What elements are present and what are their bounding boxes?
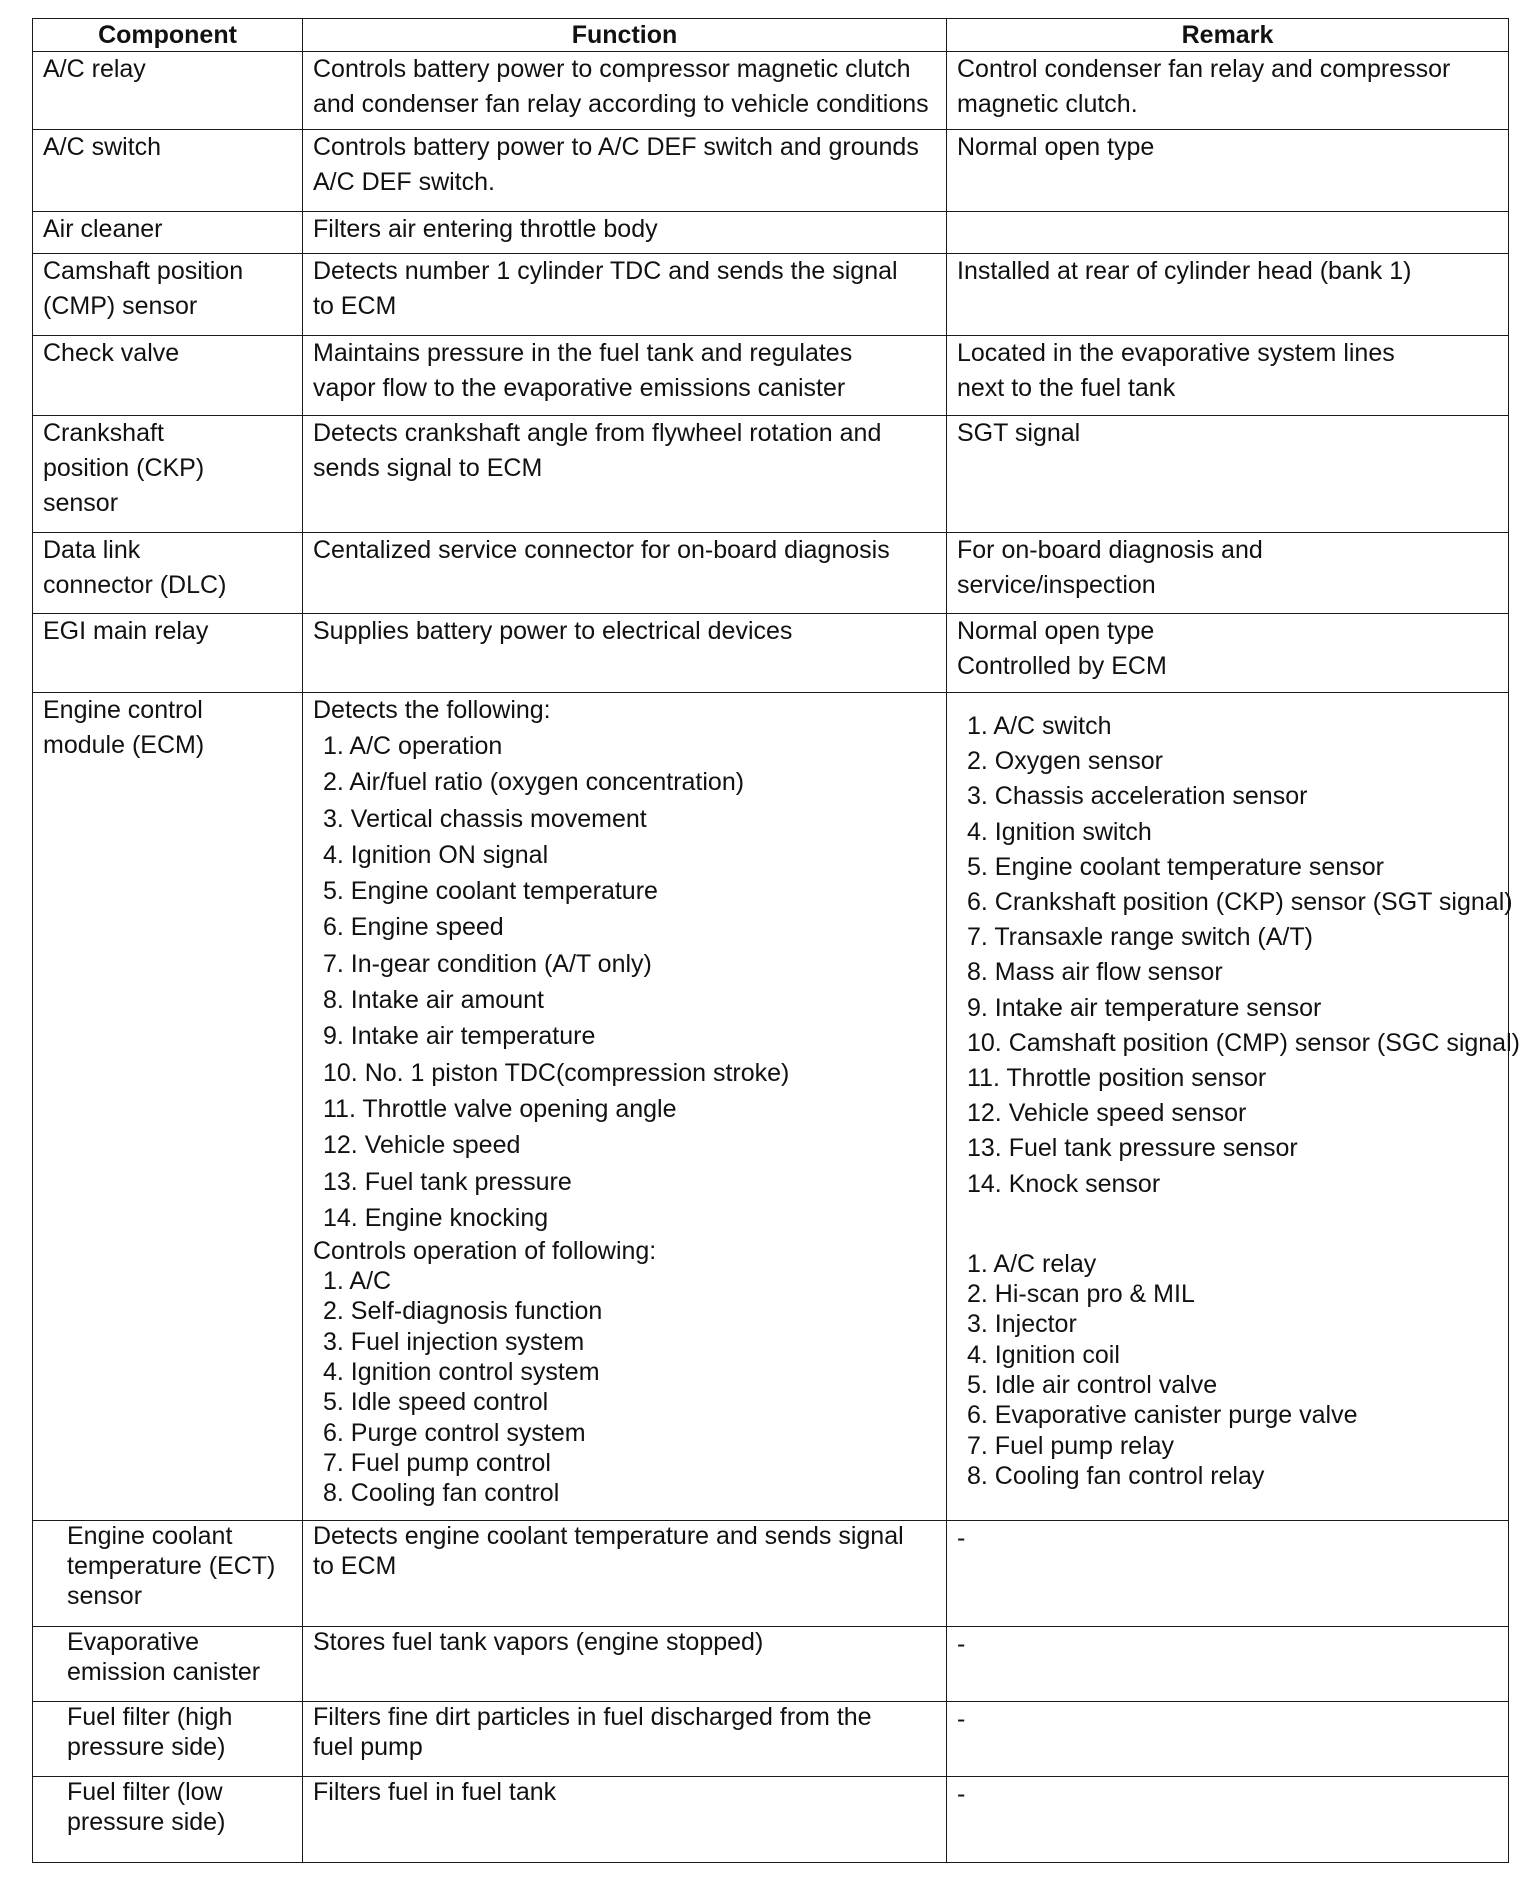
- list-item: 5. Idle speed control: [323, 1388, 549, 1417]
- list-item: 9. Intake air temperature: [323, 1022, 596, 1051]
- list-item: 12. Vehicle speed: [323, 1131, 521, 1160]
- function-cell: Maintains pressure in the fuel tank and regulates vapor flow to the evaporative emissions canister: [303, 336, 947, 416]
- list-item: 11. Throttle position sensor: [967, 1064, 1267, 1093]
- list-item: 7. In-gear condition (A/T only): [323, 949, 652, 978]
- list-item: 4. Ignition switch: [967, 817, 1152, 846]
- component-cell: Engine control module (ECM): [33, 693, 303, 1521]
- component-cell: Evaporative emission canister: [33, 1627, 303, 1702]
- list-item: 8. Intake air amount: [323, 986, 544, 1015]
- list-item: 3. Injector: [967, 1310, 1077, 1339]
- remark-cell: -: [947, 1777, 1509, 1863]
- list-item: 13. Fuel tank pressure: [323, 1167, 572, 1196]
- list-item: 10. Camshaft position (CMP) sensor (SGC signal): [967, 1028, 1520, 1057]
- function-cell: Supplies battery power to electrical devices: [303, 614, 947, 693]
- remark-cell: [947, 212, 1509, 254]
- component-cell: Fuel filter (low pressure side): [33, 1777, 303, 1863]
- function-cell: Detects number 1 cylinder TDC and sends the signal to ECM: [303, 254, 947, 336]
- list-item: 8. Cooling fan control relay: [967, 1461, 1265, 1490]
- list-item: 12. Vehicle speed sensor: [967, 1099, 1247, 1128]
- function-cell: [303, 693, 947, 1521]
- list-item: 6. Purge control system: [323, 1418, 586, 1447]
- remark-cell: Located in the evaporative system lines next to the fuel tank: [947, 336, 1509, 416]
- list-item: 14. Engine knocking: [323, 1203, 549, 1232]
- function-cell: Centalized service connector for on-board diagnosis: [303, 533, 947, 614]
- table-row: [33, 416, 1509, 533]
- remark-cell: -: [947, 1702, 1509, 1777]
- component-cell: Check valve: [33, 336, 303, 416]
- component-cell: Camshaft position (CMP) sensor: [33, 254, 303, 336]
- list-item: 1. A/C switch: [967, 712, 1112, 740]
- list-item: 4. Ignition control system: [323, 1358, 600, 1387]
- list-item: 2. Self-diagnosis function: [323, 1297, 603, 1326]
- list-item: 11. Throttle valve opening angle: [323, 1094, 677, 1123]
- list-item: 4. Ignition coil: [967, 1340, 1120, 1369]
- list-item: 6. Evaporative canister purge valve: [967, 1401, 1358, 1430]
- list-item: 1. A/C relay: [967, 1249, 1097, 1278]
- list-item: 8. Cooling fan control: [323, 1479, 560, 1508]
- list-item: 3. Chassis acceleration sensor: [967, 782, 1308, 811]
- list-item: 6. Crankshaft position (CKP) sensor (SGT signal): [967, 888, 1513, 917]
- function-cell: Controls battery power to A/C DEF switch and grounds A/C DEF switch.: [303, 130, 947, 212]
- function-cell: Filters fuel in fuel tank: [303, 1777, 947, 1863]
- remark-cell: -: [947, 1521, 1509, 1627]
- list-item: 5. Engine coolant temperature: [323, 877, 658, 906]
- table-row: [33, 254, 1509, 336]
- table-row: [33, 212, 1509, 254]
- component-cell: Air cleaner: [33, 212, 303, 254]
- list-item: 7. Fuel pump relay: [967, 1431, 1175, 1460]
- remark-cell: Installed at rear of cylinder head (bank 1): [947, 254, 1509, 336]
- table-row: [33, 52, 1509, 130]
- header-component: Component: [33, 19, 303, 52]
- table-row: [33, 533, 1509, 614]
- header-remark: Remark: [947, 19, 1509, 52]
- list-item: 7. Transaxle range switch (A/T): [967, 923, 1313, 952]
- table-row: [33, 1627, 1509, 1702]
- component-cell: Data link connector (DLC): [33, 533, 303, 614]
- function-cell: Stores fuel tank vapors (engine stopped): [303, 1627, 947, 1702]
- component-cell: EGI main relay: [33, 614, 303, 693]
- list-item: 8. Mass air flow sensor: [967, 958, 1223, 987]
- function-cell: Controls battery power to compressor magnetic clutch and condenser fan relay according to vehicle conditions: [303, 52, 947, 130]
- list-item: 9. Intake air temperature sensor: [967, 993, 1322, 1022]
- function-cell: Detects engine coolant temperature and sends signal to ECM: [303, 1521, 947, 1627]
- header-function: Function: [303, 19, 947, 52]
- function-cell: Detects crankshaft angle from flywheel rotation and sends signal to ECM: [303, 416, 947, 533]
- list-item: 3. Fuel injection system: [323, 1327, 585, 1356]
- list-item: 14. Knock sensor: [967, 1169, 1161, 1198]
- component-cell: Crankshaft position (CKP) sensor: [33, 416, 303, 533]
- list-item: 2. Hi-scan pro & MIL: [967, 1280, 1195, 1309]
- remark-cell: For on-board diagnosis and service/inspection: [947, 533, 1509, 614]
- table-row: [33, 336, 1509, 416]
- component-table: [32, 18, 1520, 1863]
- list-item: 1. A/C operation: [323, 732, 503, 760]
- function-cell: Filters fine dirt particles in fuel discharged from the fuel pump: [303, 1702, 947, 1777]
- remark-cell: SGT signal: [947, 416, 1509, 533]
- list-item: 5. Idle air control valve: [967, 1371, 1218, 1400]
- list-item: 5. Engine coolant temperature sensor: [967, 852, 1384, 881]
- table-row: [33, 1702, 1509, 1777]
- remark-cell: Normal open type: [947, 130, 1509, 212]
- list-item: 3. Vertical chassis movement: [323, 804, 647, 833]
- table-row: [33, 1777, 1509, 1863]
- list-item: 1. A/C: [323, 1267, 392, 1296]
- list-item: 13. Fuel tank pressure sensor: [967, 1134, 1298, 1163]
- table-row: [33, 1521, 1509, 1627]
- component-cell: A/C switch: [33, 130, 303, 212]
- list-item: 4. Ignition ON signal: [323, 840, 549, 869]
- component-cell: Engine coolant temperature (ECT) sensor: [33, 1521, 303, 1627]
- list-item: 7. Fuel pump control: [323, 1448, 551, 1477]
- table-row-ecm: [33, 693, 1509, 1521]
- table-header-row: [33, 19, 1509, 52]
- detects-title: Detects the following:: [313, 696, 551, 724]
- remark-cell: Normal open type Controlled by ECM: [947, 614, 1509, 693]
- remark-cell: -: [947, 1627, 1509, 1702]
- table-row: [33, 614, 1509, 693]
- list-item: 2. Oxygen sensor: [967, 747, 1163, 776]
- list-item: 6. Engine speed: [323, 913, 504, 942]
- controls-title: Controls operation of following:: [313, 1237, 657, 1266]
- remark-cell: [947, 693, 1520, 1521]
- component-cell: A/C relay: [33, 52, 303, 130]
- table-row: [33, 130, 1509, 212]
- remark-cell: Control condenser fan relay and compressor magnetic clutch.: [947, 52, 1509, 130]
- list-item: 10. No. 1 piston TDC(compression stroke): [323, 1058, 790, 1087]
- list-item: 2. Air/fuel ratio (oxygen concentration): [323, 768, 745, 797]
- function-cell: Filters air entering throttle body: [303, 212, 947, 254]
- component-cell: Fuel filter (high pressure side): [33, 1702, 303, 1777]
